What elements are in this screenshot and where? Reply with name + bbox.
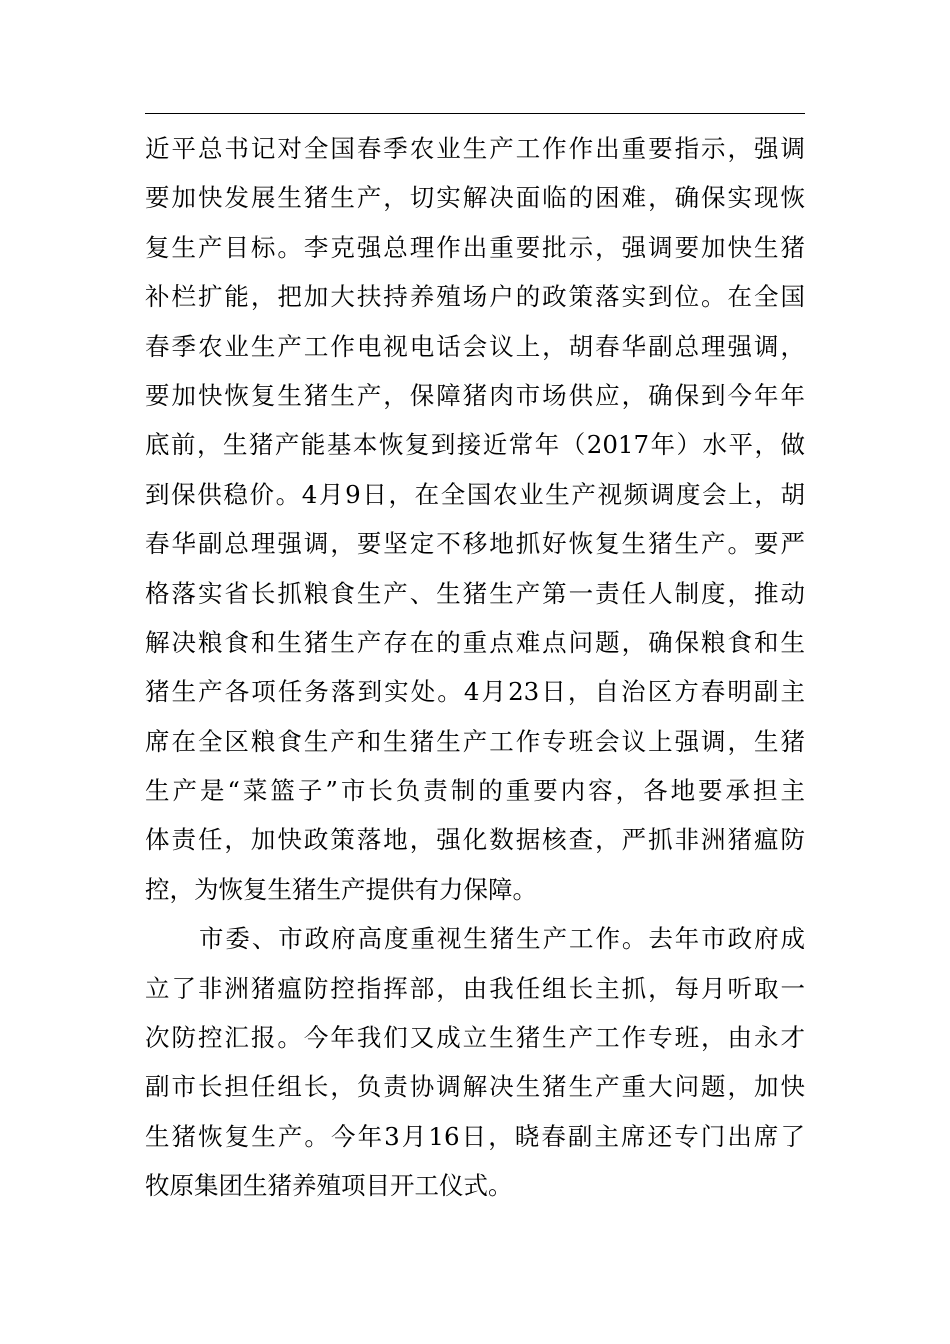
text-line: 次防控汇报。今年我们又成立生猪生产工作专班，由永才 [145, 1023, 805, 1053]
text-line: 立了非洲猪瘟防控指挥部，由我任组长主抓，每月听取一 [145, 973, 805, 1003]
text-line: 席在全区粮食生产和生猪生产工作专班会议上强调，生猪 [145, 726, 805, 756]
text-line: 生猪恢复生产。今年3月16日，晓春副主席还专门出席了 [145, 1121, 805, 1151]
paragraph-1 [145, 124, 805, 914]
text-line: 春季农业生产工作电视电话会议上，胡春华副总理强调， [145, 331, 805, 361]
text-line: 到保供稳价。4月9日，在全国农业生产视频调度会上，胡 [145, 479, 805, 509]
paragraph-2 [145, 914, 805, 1210]
text-line: 要加快恢复生猪生产，保障猪肉市场供应，确保到今年年 [145, 380, 805, 410]
text-line: 复生产目标。李克强总理作出重要批示，强调要加快生猪 [145, 232, 805, 262]
body-text [145, 124, 805, 1211]
text-line: 控，为恢复生猪生产提供有力保障。 [145, 874, 537, 904]
text-line: 近平总书记对全国春季农业生产工作作出重要指示，强调 [145, 134, 805, 163]
text-line: 市委、市政府高度重视生猪生产工作。去年市政府成 [199, 924, 805, 954]
text-line: 牧原集团生猪养殖项目开工仪式。 [145, 1171, 513, 1201]
text-line: 底前，生猪产能基本恢复到接近常年（2017年）水平，做 [145, 430, 805, 460]
text-line: 副市长担任组长，负责协调解决生猪生产重大问题，加快 [145, 1072, 805, 1102]
text-line: 格落实省长抓粮食生产、生猪生产第一责任人制度，推动 [145, 578, 805, 608]
text-line: 体责任，加快政策落地，强化数据核查，严抓非洲猪瘟防 [145, 825, 805, 855]
text-line: 补栏扩能，把加大扶持养殖场户的政策落实到位。在全国 [145, 282, 805, 312]
text-line: 春华副总理强调，要坚定不移地抓好恢复生猪生产。要严 [145, 529, 805, 559]
text-line: 要加快发展生猪生产，切实解决面临的困难，确保实现恢 [145, 183, 805, 213]
text-line: 猪生产各项任务落到实处。4月23日，自治区方春明副主 [145, 677, 805, 707]
header-rule [145, 113, 805, 114]
text-line: 解决粮食和生猪生产存在的重点难点问题，确保粮食和生 [145, 627, 805, 657]
text-line: 生产是“菜篮子”市长负责制的重要内容，各地要承担主 [145, 776, 805, 806]
